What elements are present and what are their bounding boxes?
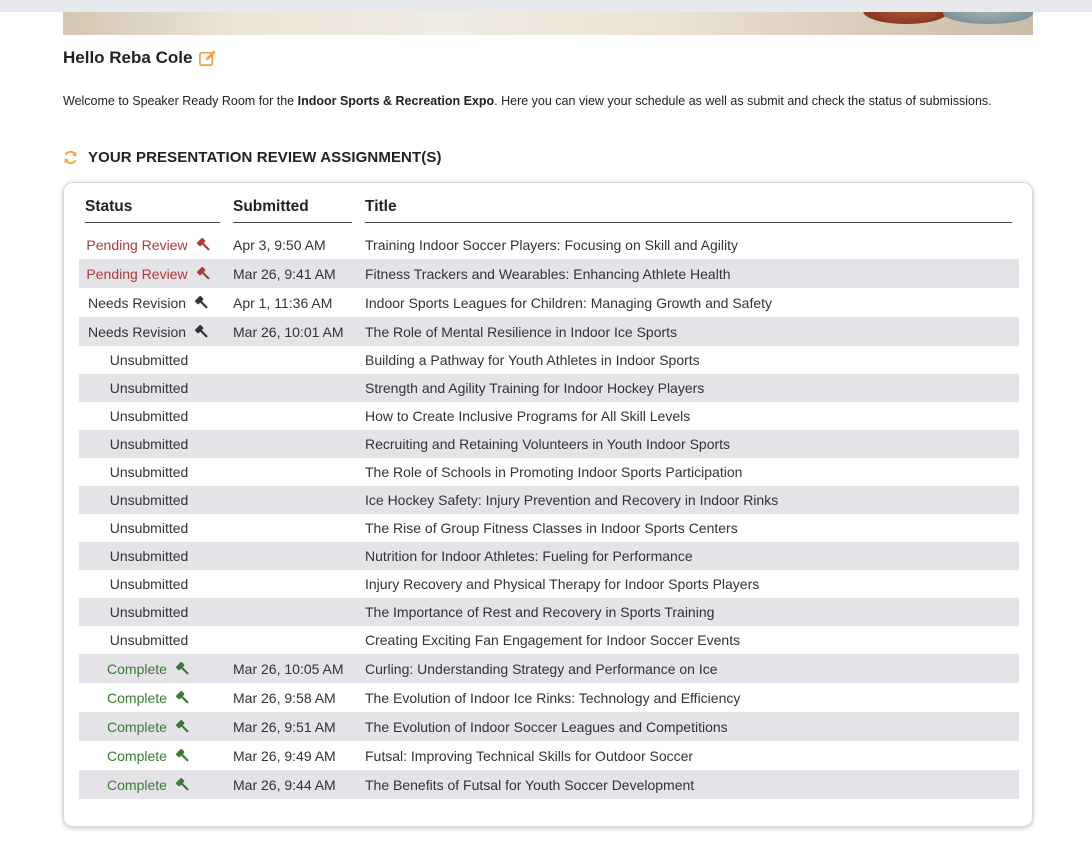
status-label: Pending Review <box>86 236 188 253</box>
gavel-icon[interactable] <box>196 237 212 253</box>
submitted-cell <box>233 570 363 598</box>
table-row[interactable] <box>79 486 1019 514</box>
submitted-cell: Mar 26, 9:51 AM <box>233 718 336 735</box>
title-cell[interactable]: The Importance of Rest and Recovery in Sports Training <box>365 604 715 620</box>
status-cell <box>79 741 219 770</box>
table-row[interactable] <box>79 317 1019 346</box>
table-row[interactable] <box>79 712 1019 741</box>
title-cell[interactable]: How to Create Inclusive Programs for All Skill Levels <box>365 408 691 424</box>
submitted-cell <box>233 626 363 654</box>
gavel-icon[interactable] <box>194 295 210 311</box>
submitted-cell: Mar 26, 9:58 AM <box>233 689 336 706</box>
status-label: Unsubmitted <box>109 548 189 564</box>
top-bar <box>0 0 1092 12</box>
status-cell <box>79 346 219 374</box>
welcome-text: Welcome to Speaker Ready Room for the <box>63 94 298 108</box>
title-cell[interactable]: Curling: Understanding Strategy and Performance on Ice <box>365 660 718 677</box>
title-cell[interactable]: The Rise of Group Fitness Classes in Indoor Sports Centers <box>365 520 738 536</box>
title-cell[interactable]: The Evolution of Indoor Soccer Leagues and Competitions <box>365 718 728 735</box>
greeting <box>63 48 217 68</box>
table-row[interactable] <box>79 514 1019 542</box>
status-label: Unsubmitted <box>109 352 189 368</box>
table-row[interactable] <box>79 458 1019 486</box>
title-cell[interactable]: Strength and Agility Training for Indoor Hockey Players <box>365 380 705 396</box>
status-label: Complete <box>107 660 167 677</box>
header-banner-image <box>63 12 1033 35</box>
status-label: Unsubmitted <box>109 520 189 536</box>
table-row[interactable] <box>79 288 1019 317</box>
status-label: Needs Revision <box>87 294 187 311</box>
table-row[interactable] <box>79 542 1019 570</box>
welcome-message <box>63 92 1023 110</box>
table-row[interactable] <box>79 626 1019 654</box>
submitted-cell: Mar 26, 10:01 AM <box>233 323 344 340</box>
refresh-icon[interactable] <box>63 150 78 165</box>
status-label: Unsubmitted <box>109 576 189 592</box>
title-cell[interactable]: Ice Hockey Safety: Injury Prevention and Recovery in Indoor Rinks <box>365 492 779 508</box>
column-header-submitted[interactable]: Submitted <box>233 198 309 215</box>
status-cell <box>79 770 219 799</box>
status-cell <box>79 570 219 598</box>
submitted-cell <box>233 346 363 374</box>
table-row[interactable] <box>79 374 1019 402</box>
status-label: Complete <box>107 718 167 735</box>
status-cell <box>79 626 219 654</box>
table-row[interactable] <box>79 741 1019 770</box>
title-cell[interactable]: Training Indoor Soccer Players: Focusing on Skill and Agility <box>365 236 738 253</box>
title-cell[interactable]: Building a Pathway for Youth Athletes in Indoor Sports <box>365 352 700 368</box>
title-cell[interactable]: Fitness Trackers and Wearables: Enhancing Athlete Health <box>365 265 731 282</box>
table-row[interactable] <box>79 770 1019 799</box>
status-cell <box>79 259 219 288</box>
status-label: Needs Revision <box>87 323 187 340</box>
submitted-cell <box>233 486 363 514</box>
gavel-icon[interactable] <box>196 266 212 282</box>
title-cell[interactable]: Creating Exciting Fan Engagement for Indoor Soccer Events <box>365 632 741 648</box>
column-header-title[interactable]: Title <box>365 198 397 215</box>
status-label: Complete <box>107 747 167 764</box>
title-cell[interactable]: Indoor Sports Leagues for Children: Managing Growth and Safety <box>365 294 773 311</box>
status-cell <box>79 230 219 259</box>
submitted-cell <box>233 598 363 626</box>
table-row[interactable] <box>79 570 1019 598</box>
title-cell[interactable]: The Benefits of Futsal for Youth Soccer Development <box>365 776 695 793</box>
assignments-card <box>63 182 1033 827</box>
submitted-cell: Mar 26, 9:41 AM <box>233 265 336 282</box>
status-cell <box>79 542 219 570</box>
gavel-icon[interactable] <box>175 719 191 735</box>
gavel-icon[interactable] <box>194 324 210 340</box>
greeting-text: Hello Reba Cole <box>63 48 193 67</box>
gavel-icon[interactable] <box>175 661 191 677</box>
status-cell <box>79 288 219 317</box>
status-cell <box>79 514 219 542</box>
submitted-cell: Apr 1, 11:36 AM <box>233 294 333 311</box>
status-label: Complete <box>107 776 167 793</box>
submitted-cell <box>233 430 363 458</box>
status-label: Complete <box>107 689 167 706</box>
welcome-text: . Here you can view your schedule as well as submit and check the status of submissions. <box>494 94 992 108</box>
status-label: Unsubmitted <box>109 408 189 424</box>
title-cell[interactable]: Futsal: Improving Technical Skills for Outdoor Soccer <box>365 747 694 764</box>
status-label: Unsubmitted <box>109 380 189 396</box>
submitted-cell: Apr 3, 9:50 AM <box>233 236 326 253</box>
gavel-icon[interactable] <box>175 777 191 793</box>
submitted-cell: Mar 26, 10:05 AM <box>233 660 344 677</box>
title-cell[interactable]: Injury Recovery and Physical Therapy for Indoor Sports Players <box>365 576 760 592</box>
status-label: Pending Review <box>86 265 188 282</box>
table-row[interactable] <box>79 259 1019 288</box>
title-cell[interactable]: The Evolution of Indoor Ice Rinks: Technology and Efficiency <box>365 689 741 706</box>
submitted-cell: Mar 26, 9:49 AM <box>233 747 336 764</box>
status-cell <box>79 683 219 712</box>
column-header-status[interactable]: Status <box>85 198 133 215</box>
table-row[interactable] <box>79 654 1019 683</box>
table-row[interactable] <box>79 230 1019 259</box>
submitted-cell: Mar 26, 9:44 AM <box>233 776 336 793</box>
status-cell <box>79 374 219 402</box>
status-cell <box>79 458 219 486</box>
section-header <box>63 149 442 166</box>
table-row[interactable] <box>79 598 1019 626</box>
status-cell <box>79 654 219 683</box>
title-cell[interactable]: The Role of Mental Resilience in Indoor Ice Sports <box>365 323 678 340</box>
event-name: Indoor Sports & Recreation Expo <box>297 94 495 108</box>
submitted-cell <box>233 374 363 402</box>
table-row[interactable] <box>79 346 1019 374</box>
status-label: Unsubmitted <box>109 632 189 648</box>
title-cell[interactable]: Nutrition for Indoor Athletes: Fueling for Performance <box>365 548 693 564</box>
table-row[interactable] <box>79 402 1019 430</box>
banner-decoration <box>863 12 949 24</box>
section-title: YOUR PRESENTATION REVIEW ASSIGNMENT(S) <box>88 149 442 166</box>
status-cell <box>79 430 219 458</box>
status-cell <box>79 402 219 430</box>
gavel-icon[interactable] <box>175 690 191 706</box>
status-label: Unsubmitted <box>109 436 189 452</box>
gavel-icon[interactable] <box>175 748 191 764</box>
header-divider <box>365 222 1012 223</box>
submitted-cell <box>233 514 363 542</box>
status-label: Unsubmitted <box>109 464 189 480</box>
status-cell <box>79 317 219 346</box>
status-cell <box>79 712 219 741</box>
assignments-table-body <box>79 230 1019 799</box>
status-cell <box>79 598 219 626</box>
title-cell[interactable]: Recruiting and Retaining Volunteers in Youth Indoor Sports <box>365 436 731 452</box>
table-header <box>64 183 1034 225</box>
banner-decoration <box>943 12 1033 24</box>
submitted-cell <box>233 402 363 430</box>
title-cell[interactable]: The Role of Schools in Promoting Indoor Sports Participation <box>365 464 743 480</box>
status-label: Unsubmitted <box>109 492 189 508</box>
edit-icon[interactable] <box>198 49 217 68</box>
header-divider <box>85 222 220 223</box>
table-row[interactable] <box>79 683 1019 712</box>
header-divider <box>233 222 352 223</box>
submitted-cell <box>233 542 363 570</box>
status-cell <box>79 486 219 514</box>
table-row[interactable] <box>79 430 1019 458</box>
submitted-cell <box>233 458 363 486</box>
status-label: Unsubmitted <box>109 604 189 620</box>
